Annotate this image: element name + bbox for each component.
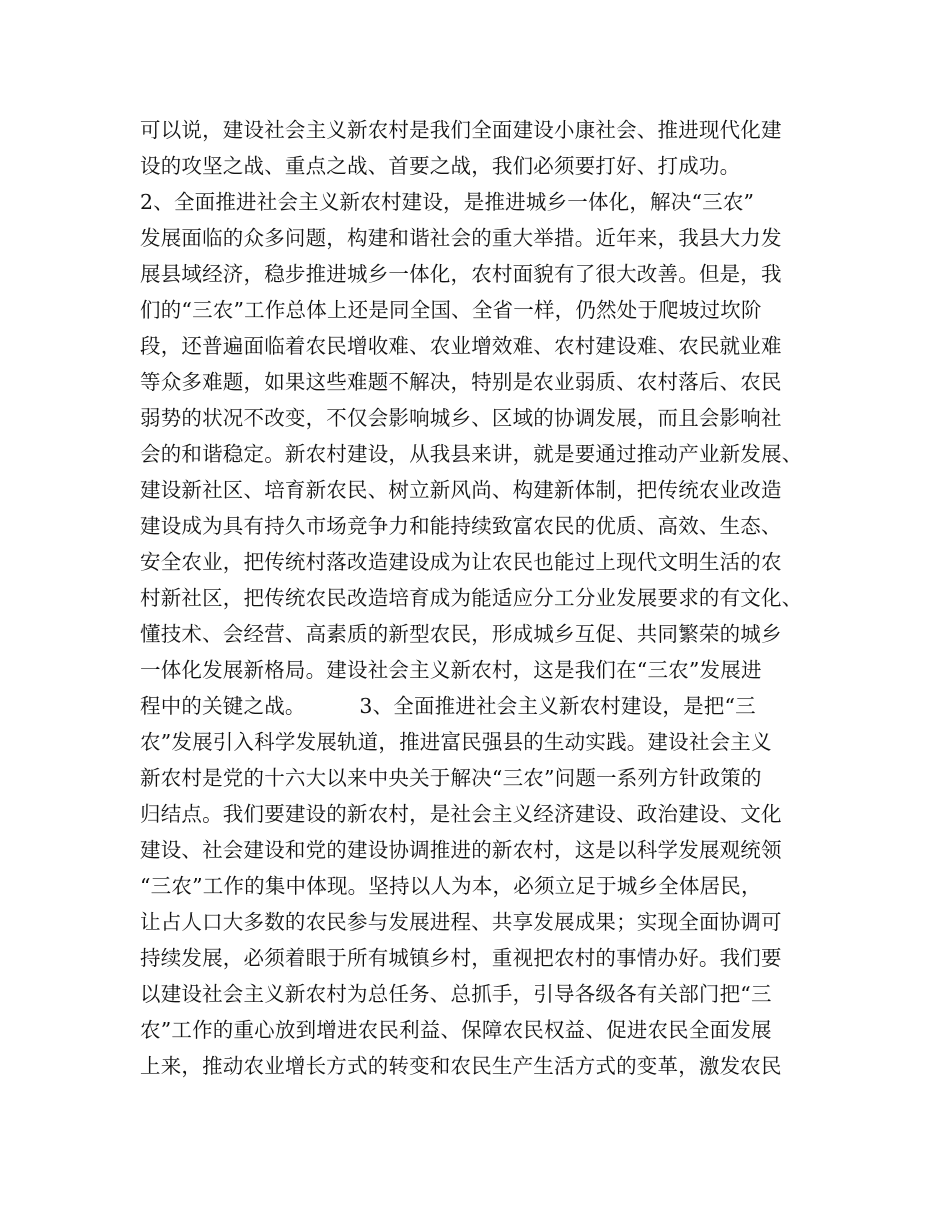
text-line: 弱势的状况不改变，不仅会影响城乡、区域的协调发展，而且会影响社	[140, 406, 782, 430]
text-line: 们的“三农”工作总体上还是同全国、全省一样，仍然处于爬坡过坎阶	[140, 298, 762, 322]
text-line: 村新社区，把传统农民改造培育成为能适应分工分业发展要求的有文化、	[140, 586, 803, 610]
text-line: 新农村是党的十六大以来中央关于解决“三农”问题一系列方针政策的	[140, 766, 762, 790]
text-line: 持续发展，必须着眼于所有城镇乡村，重视把农村的事情办好。我们要	[140, 946, 782, 970]
text-line: 农”发展引入科学发展轨道，推进富民强县的生动实践。建设社会主义	[140, 730, 772, 754]
text-line: 等众多难题，如果这些难题不解决，特别是农业弱质、农村落后、农民	[140, 370, 782, 394]
text-line: 让占人口大多数的农民参与发展进程、共享发展成果；实现全面协调可	[140, 910, 782, 934]
text-line: 安全农业，把传统村落改造建设成为让农民也能过上现代文明生活的农	[140, 550, 782, 574]
text-line: 建设、社会建设和党的建设协调推进的新农村，这是以科学发展观统领	[140, 838, 782, 862]
text-line: 以建设社会主义新农村为总任务、总抓手，引导各级各有关部门把“三	[140, 982, 772, 1006]
text-line: 会的和谐稳定。新农村建设，从我县来讲，就是要通过推动产业新发展、	[140, 442, 803, 466]
text-line: 设的攻坚之战、重点之战、首要之战，我们必须要打好、打成功。	[140, 154, 741, 178]
text-line: 一体化发展新格局。建设社会主义新农村，这是我们在“三农”发展进	[140, 658, 762, 682]
text-line: 建设成为具有持久市场竞争力和能持续致富农民的优质、高效、生态、	[140, 514, 782, 538]
text-line: “三农”工作的集中体现。坚持以人为本，必须立足于城乡全体居民，	[140, 874, 762, 898]
text-line: 程中的关键之战。 3、全面推进社会主义新农村建设，是把“三	[140, 694, 756, 718]
text-line: 展县域经济，稳步推进城乡一体化，农村面貌有了很大改善。但是，我	[140, 262, 782, 286]
text-line: 归结点。我们要建设的新农村，是社会主义经济建设、政治建设、文化	[140, 802, 782, 826]
text-line: 2、全面推进社会主义新农村建设，是推进城乡一体化，解决“三农”	[140, 190, 755, 214]
text-line: 发展面临的众多问题，构建和谐社会的重大举措。近年来，我县大力发	[140, 226, 782, 250]
text-line: 可以说，建设社会主义新农村是我们全面建设小康社会、推进现代化建	[140, 118, 782, 142]
text-line: 懂技术、会经营、高素质的新型农民，形成城乡互促、共同繁荣的城乡	[140, 622, 782, 646]
text-line: 建设新社区、培育新农民、树立新风尚、构建新体制，把传统农业改造	[140, 478, 782, 502]
body-text	[140, 112, 820, 1084]
text-line: 农”工作的重心放到增进农民利益、保障农民权益、促进农民全面发展	[140, 1018, 772, 1042]
text-line: 段，还普遍面临着农民增收难、农业增效难、农村建设难、农民就业难	[140, 334, 782, 358]
text-line: 上来，推动农业增长方式的转变和农民生产生活方式的变革，激发农民	[140, 1054, 782, 1078]
